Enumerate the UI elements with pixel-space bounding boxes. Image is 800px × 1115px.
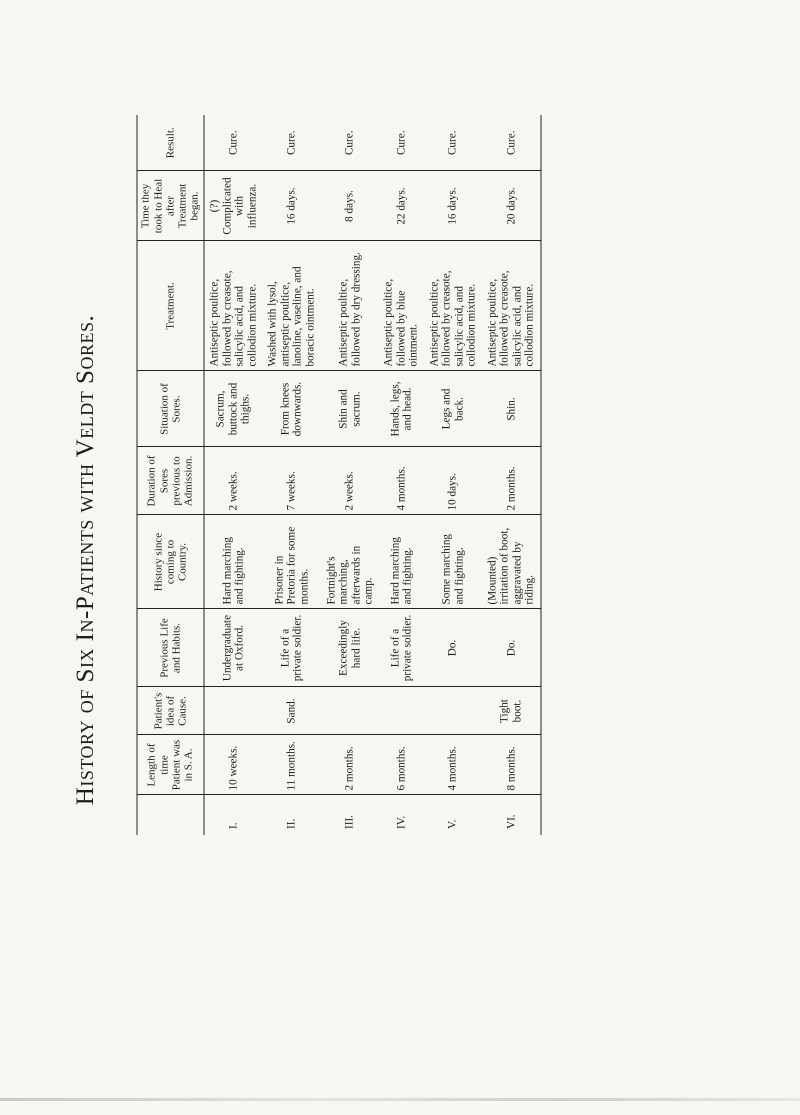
cell-heal-time: 16 days. bbox=[424, 171, 482, 241]
cell-history: Fortnight's marching, afterwards in camp. bbox=[321, 515, 379, 609]
header-result: Result. bbox=[137, 115, 204, 171]
cell-id: V. bbox=[446, 819, 459, 829]
cell-cause: Tight boot. bbox=[482, 687, 541, 735]
cell-id: II. bbox=[285, 818, 298, 829]
cell-situation: Hands, legs, and head. bbox=[379, 371, 424, 447]
cell-history: Prisoner in Pretoria for some months. bbox=[263, 515, 321, 609]
cell-previous-life: Undergraduate at Oxford. bbox=[204, 609, 263, 687]
cell-cause bbox=[424, 687, 482, 735]
cell-duration: 2 weeks. bbox=[321, 447, 379, 515]
header-duration: Duration of Sores previous to Admission. bbox=[137, 447, 204, 515]
header-cause: Patient's idea of Cause. bbox=[137, 687, 204, 735]
table-row bbox=[379, 115, 424, 835]
table-container bbox=[137, 115, 542, 835]
cell-treatment: Antiseptic poultice, followed by dry dressing. bbox=[321, 241, 379, 371]
table-row bbox=[482, 115, 541, 835]
cell-heal-time: 8 days. bbox=[321, 171, 379, 241]
cell-history: (Mounted) irritation of boot, aggravated by riding. bbox=[482, 515, 541, 609]
cell-treatment: Antiseptic poultice, followed by blue ointment. bbox=[379, 241, 424, 371]
header-history: History since coming to Country. bbox=[137, 515, 204, 609]
cell-duration: 2 months. bbox=[482, 447, 541, 515]
header-number bbox=[137, 795, 204, 835]
cell-id: I. bbox=[227, 822, 240, 829]
cell-history: Hard marching and fighting. bbox=[204, 515, 263, 609]
cell-result: Cure. bbox=[321, 115, 379, 171]
patients-table bbox=[137, 115, 542, 835]
cell-situation: Sacrum, buttock and thighs. bbox=[204, 371, 263, 447]
cell-result: Cure. bbox=[379, 115, 424, 171]
cell-previous-life: Do. bbox=[424, 609, 482, 687]
cell-previous-life: Life of a private soldier. bbox=[263, 609, 321, 687]
page-title: History of Six In-Patients with Veldt Sores. bbox=[72, 314, 99, 806]
table-row bbox=[263, 115, 321, 835]
cell-cause: Sand. bbox=[263, 687, 321, 735]
cell-result: Cure. bbox=[263, 115, 321, 171]
cell-history: Some marching and fighting. bbox=[424, 515, 482, 609]
cell-treatment: Antiseptic poultice, followed by creasote, salicylic acid, and collodion mixture. bbox=[424, 241, 482, 371]
cell-situation: Shin and sacrum. bbox=[321, 371, 379, 447]
cell-result: Cure. bbox=[482, 115, 541, 171]
cell-history: Hard marching and fighting. bbox=[379, 515, 424, 609]
cell-heal-time: 22 days. bbox=[379, 171, 424, 241]
table-row bbox=[321, 115, 379, 835]
cell-id: IV. bbox=[395, 815, 408, 829]
header-length: Length of time Patient was in S. A. bbox=[137, 735, 204, 795]
cell-cause bbox=[204, 687, 263, 735]
cell-length: 2 months. bbox=[321, 735, 379, 795]
cell-treatment: Antiseptic poultice, followed by creasote, salicylic acid, and collodion mixture. bbox=[482, 241, 541, 371]
cell-length: 10 weeks. bbox=[204, 735, 263, 795]
cell-situation: Legs and back. bbox=[424, 371, 482, 447]
cell-length: 6 months. bbox=[379, 735, 424, 795]
cell-heal-time: 16 days. bbox=[263, 171, 321, 241]
cell-cause bbox=[321, 687, 379, 735]
cell-result: Cure. bbox=[204, 115, 263, 171]
table-row bbox=[424, 115, 482, 835]
cell-duration: 10 days. bbox=[424, 447, 482, 515]
table-row bbox=[204, 115, 263, 835]
cell-situation: Shin. bbox=[482, 371, 541, 447]
cell-previous-life: Exceedingly hard life. bbox=[321, 609, 379, 687]
cell-previous-life: Life of a private soldier. bbox=[379, 609, 424, 687]
table-header-row bbox=[137, 115, 204, 835]
header-previous-life: Previous Life and Habits. bbox=[137, 609, 204, 687]
cell-length: 11 months. bbox=[263, 735, 321, 795]
cell-treatment: Washed with lysol, antiseptic poultice, lanoline, vaseline, and boracic ointment. bbox=[263, 241, 321, 371]
cell-heal-time: (?) Complicated with influenza. bbox=[204, 171, 263, 241]
cell-treatment: Antiseptic poultice, followed by creasote, salicylic acid, and collodion mixture. bbox=[204, 241, 263, 371]
cell-duration: 4 months. bbox=[379, 447, 424, 515]
cell-id: VI. bbox=[482, 795, 541, 835]
cell-duration: 7 weeks. bbox=[263, 447, 321, 515]
cell-previous-life: Do. bbox=[482, 609, 541, 687]
cell-length: 8 months. bbox=[482, 735, 541, 795]
cell-id: III. bbox=[343, 815, 356, 829]
cell-heal-time: 20 days. bbox=[482, 171, 541, 241]
cell-situation: From knees downwards. bbox=[263, 371, 321, 447]
page-bottom-edge bbox=[0, 1098, 800, 1101]
header-situation: Situation of Sores. bbox=[137, 371, 204, 447]
header-heal-time: Time they took to Heal after Treatment began. bbox=[137, 171, 204, 241]
cell-length: 4 months. bbox=[424, 735, 482, 795]
cell-result: Cure. bbox=[424, 115, 482, 171]
header-treatment: Treatment. bbox=[137, 241, 204, 371]
cell-duration: 2 weeks. bbox=[204, 447, 263, 515]
cell-cause bbox=[379, 687, 424, 735]
